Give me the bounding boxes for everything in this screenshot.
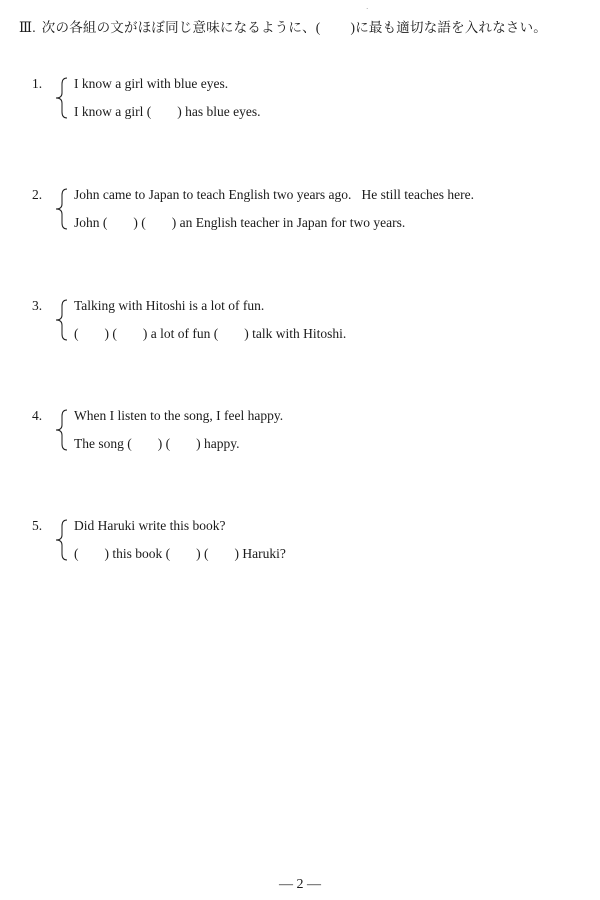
- brace-icon: [50, 298, 74, 342]
- instruction-text-end: )に最も適切な語を入れなさい。: [350, 20, 547, 35]
- sentence-part: ) a lot of fun (: [142, 326, 219, 341]
- sentence-part: I know a girl (: [74, 104, 152, 119]
- sentence-original: When I listen to the song, I feel happy.: [74, 408, 284, 423]
- sentence-original: Talking with Hitoshi is a lot of fun.: [74, 298, 265, 313]
- sentence-rewrite: [74, 104, 260, 120]
- sentence-original: Did Haruki write this book?: [74, 518, 226, 533]
- sentence-rewrite: [74, 326, 346, 342]
- sentence-part: ) an English teacher in Japan for two years.: [171, 215, 406, 230]
- sentence-part: ) (: [104, 326, 117, 341]
- section-instruction: [19, 16, 547, 36]
- sentence-part: (: [74, 546, 79, 561]
- sentence-part: John (: [74, 215, 108, 230]
- brace-icon: [50, 187, 74, 231]
- question-5: [30, 516, 590, 566]
- sentence-rewrite: [74, 436, 240, 452]
- question-3: [30, 296, 590, 346]
- sentence-rewrite: [74, 546, 286, 562]
- question-number: 1.: [32, 76, 43, 91]
- question-number: 4.: [32, 408, 43, 423]
- sentence-part: ) (: [133, 215, 146, 230]
- question-2: [30, 185, 590, 235]
- question-number: 2.: [32, 187, 43, 202]
- sentence-original: John came to Japan to teach English two years ago. He still teaches here.: [74, 187, 474, 202]
- sentence-original: I know a girl with blue eyes.: [74, 76, 229, 91]
- sentence-part: ) (: [157, 436, 171, 451]
- question-4: [30, 406, 590, 456]
- question-number: 3.: [32, 298, 43, 313]
- sentence-part: ) Haruki?: [234, 546, 286, 561]
- sentence-part: ) (: [196, 546, 209, 561]
- sentence-part: ) this book (: [104, 546, 171, 561]
- brace-icon: [50, 76, 74, 120]
- section-number: Ⅲ.: [19, 20, 36, 35]
- sentence-part: (: [74, 326, 79, 341]
- question-1: [30, 74, 590, 124]
- page-number: — 2 —: [279, 877, 321, 892]
- sentence-part: The song (: [74, 436, 132, 451]
- sentence-part: ) happy.: [196, 436, 240, 451]
- question-number: 5.: [32, 518, 43, 533]
- print-mark: ·: [366, 5, 369, 13]
- sentence-part: ) talk with Hitoshi.: [244, 326, 347, 341]
- sentence-part: ) has blue eyes.: [177, 104, 261, 119]
- brace-icon: [50, 408, 74, 452]
- sentence-rewrite: [74, 215, 405, 231]
- instruction-text-start: 次の各組の文がほぼ同じ意味になるように、(: [41, 20, 321, 35]
- brace-icon: [50, 518, 74, 562]
